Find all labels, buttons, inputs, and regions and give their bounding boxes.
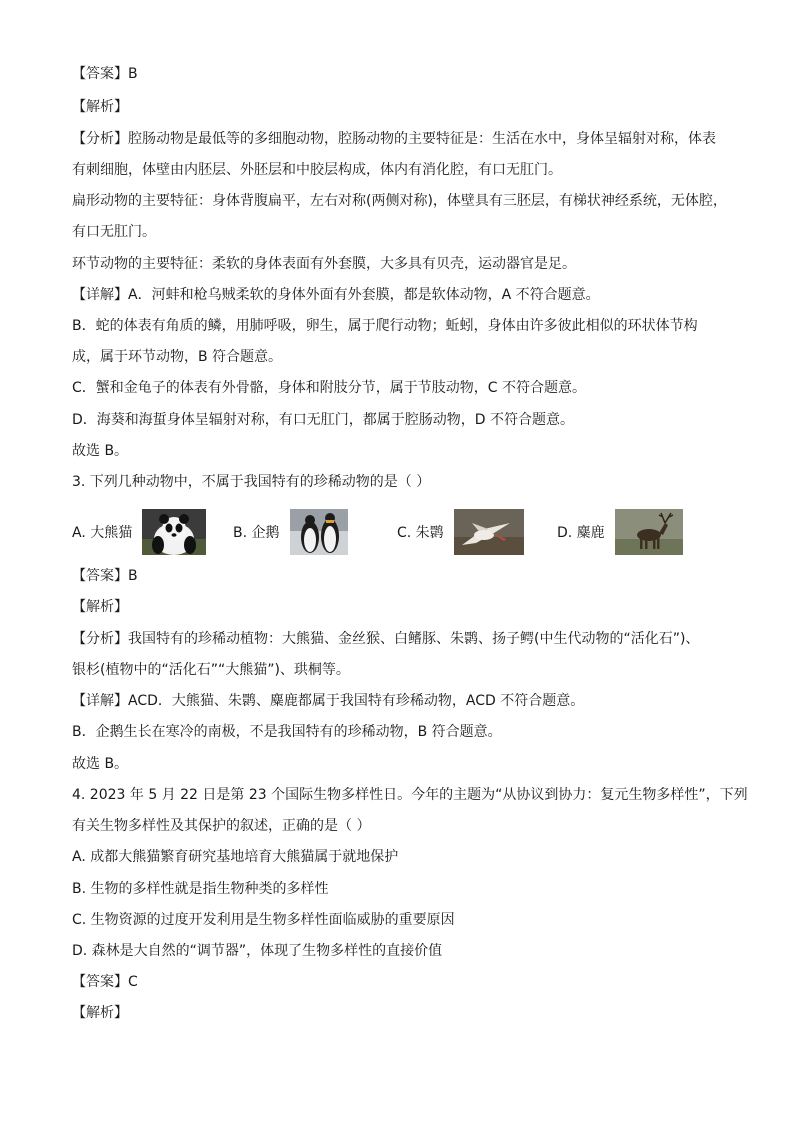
- q2-conclusion: 故选 B。: [72, 443, 129, 459]
- q3-option-c-label: C. 朱鹮: [397, 525, 444, 541]
- q4-answer: 【答案】C: [72, 974, 138, 990]
- q2-answer: 【答案】B: [72, 66, 138, 82]
- q3-answer: 【答案】B: [72, 568, 138, 584]
- q2-detail-line: B．蛇的体表有角质的鳞，用肺呼吸，卵生，属于爬行动物；蚯蚓，身体由许多彼此相似的环状体节构: [72, 318, 698, 334]
- q2-detail-line: 【详解】A．河蚌和枪乌贼柔软的身体外面有外套膜，都是软体动物，A 不符合题意。: [72, 287, 600, 303]
- q4-stem-line: 有关生物多样性及其保护的叙述，正确的是（ ）: [72, 818, 371, 834]
- q3-analysis-line: 【分析】我国特有的珍稀动植物：大熊猫、金丝猴、白鳍豚、朱鹮、扬子鳄(中生代动物的“活化石”)、: [72, 631, 700, 647]
- q3-analysis-heading: 【解析】: [72, 599, 128, 615]
- q4-stem-line: 4. 2023 年 5 月 22 日是第 23 个国际生物多样性日。今年的主题为“从协议到协力：复元生物多样性”，下列: [72, 787, 748, 803]
- q2-analysis-line: 有口无肛门。: [72, 224, 156, 240]
- q3-option-d: [557, 510, 683, 554]
- q4-option-d: D. 森林是大自然的“调节器”，体现了生物多样性的直接价值: [72, 943, 443, 959]
- q2-analysis-line: 环节动物的主要特征：柔软的身体表面有外套膜，大多具有贝壳，运动器官是足。: [72, 256, 576, 272]
- q2-analysis-line: 有刺细胞，体壁由内胚层、外胚层和中胶层构成，体内有消化腔，有口无肛门。: [72, 162, 562, 178]
- q3-option-d-label: D. 麋鹿: [557, 525, 605, 541]
- q4-option-c: C. 生物资源的过度开发利用是生物多样性面临威胁的重要原因: [72, 912, 455, 928]
- q3-detail-line: B．企鹅生长在寒冷的南极，不是我国特有的珍稀动物，B 符合题意。: [72, 724, 502, 740]
- q3-option-c: [397, 510, 524, 554]
- crested-ibis-icon: [454, 509, 524, 555]
- q4-option-b: B. 生物的多样性就是指生物种类的多样性: [72, 881, 329, 897]
- q4-analysis-heading: 【解析】: [72, 1005, 128, 1021]
- q3-option-a: [72, 510, 206, 554]
- q3-conclusion: 故选 B。: [72, 756, 129, 772]
- q4-option-a: A. 成都大熊猫繁育研究基地培育大熊猫属于就地保护: [72, 849, 399, 865]
- q3-option-b: [233, 510, 348, 554]
- q2-analysis-line: 扁形动物的主要特征：身体背腹扁平，左右对称(两侧对称)，体壁具有三胚层，有梯状神经系统，无体腔，: [72, 193, 727, 209]
- q3-stem: 3. 下列几种动物中，不属于我国特有的珍稀动物的是（ ）: [72, 474, 431, 490]
- q2-detail-line: D．海葵和海蜇身体呈辐射对称，有口无肛门，都属于腔肠动物，D 不符合题意。: [72, 412, 575, 428]
- penguin-icon: [290, 509, 348, 555]
- q2-analysis-heading: 【解析】: [72, 99, 128, 115]
- pere-davids-deer-icon: [615, 509, 683, 555]
- q2-detail-line: 成，属于环节动物，B 符合题意。: [72, 349, 283, 365]
- q2-detail-line: C．蟹和金龟子的体表有外骨骼，身体和附肢分节，属于节肢动物，C 不符合题意。: [72, 380, 586, 396]
- q3-analysis-line: 银杉(植物中的“活化石”“大熊猫”)、珙桐等。: [72, 662, 350, 678]
- giant-panda-icon: [142, 509, 206, 555]
- q2-analysis-line: 【分析】腔肠动物是最低等的多细胞动物，腔肠动物的主要特征是：生活在水中，身体呈辐射对称，体表: [72, 131, 716, 147]
- q3-option-b-label: B. 企鹅: [233, 525, 280, 541]
- q3-detail-line: 【详解】ACD．大熊猫、朱鹮、麋鹿都属于我国特有珍稀动物，ACD 不符合题意。: [72, 693, 585, 709]
- q3-option-a-label: A. 大熊猫: [72, 525, 133, 541]
